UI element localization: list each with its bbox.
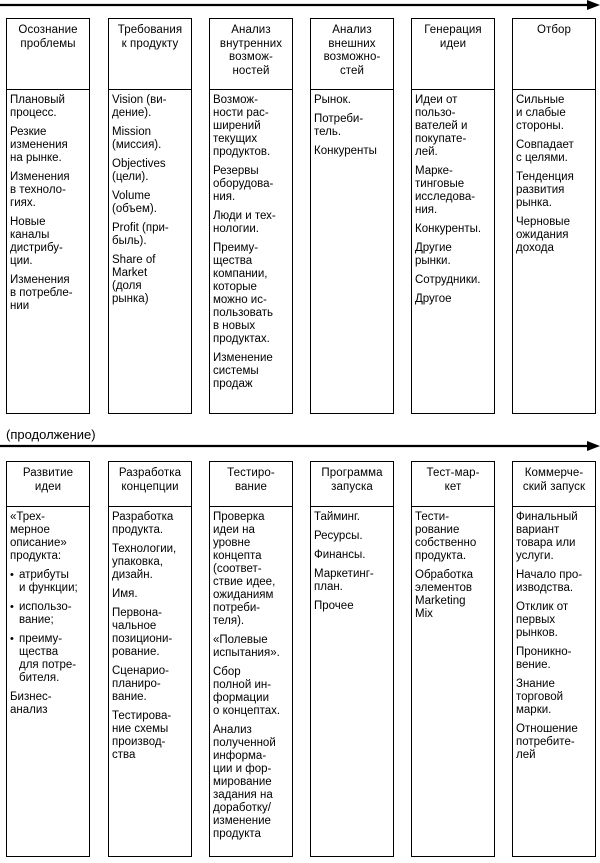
stage-item: Другие рынки.	[415, 242, 452, 267]
stage-item: Совпадает с целями.	[516, 139, 574, 164]
stage-item: Идеи от пользо- вателей и покупате- лей.	[415, 94, 468, 158]
stage-item: Отношение потребите- лей	[516, 723, 578, 761]
stage-item: Изменение системы продаж	[213, 352, 273, 390]
stage-bullet-item: • атрибуты и функции;	[10, 569, 86, 595]
stage-item: Финансы.	[314, 549, 366, 561]
stage-item: Начало про- изводства.	[516, 569, 583, 594]
stage-column	[411, 18, 495, 414]
stage-item: Другое	[415, 293, 452, 305]
stage-title: Коммерче- ский запуск	[513, 462, 595, 507]
stage-item: Конкуренты	[314, 145, 377, 157]
stage-item: Разработка продукта.	[112, 511, 174, 536]
stage-items	[109, 90, 191, 306]
stage-bullet-item: • использо- вание;	[10, 601, 86, 627]
stage-item: Марке- тинговые исследова- ния.	[415, 165, 476, 216]
stage-item: Люди и тех- нологии.	[213, 210, 276, 235]
stage-item: Маркетинг- план.	[314, 568, 374, 593]
stage-item: Profit (при- быль).	[112, 222, 169, 247]
stage-items	[109, 507, 191, 762]
stage-title: Требования к продукту	[109, 19, 191, 90]
stage-item: Отклик от первых рынков.	[516, 601, 569, 639]
stage-title: Генерация идеи	[412, 19, 494, 90]
stage-item: Бизнес- анализ	[10, 691, 52, 716]
stage-item: Objectives (цели).	[112, 158, 166, 183]
stage-column	[209, 461, 293, 857]
stage-item: Резкие изменения на рынке.	[10, 126, 68, 164]
stage-item: Проверка идеи на уровне концепта (соответ- ствие идее, ожиданиям потреби- теля).	[213, 511, 276, 627]
stage-title: Тест-мар- кет	[412, 462, 494, 507]
stage-item: «Полевые испытания».	[213, 634, 280, 659]
stage-title: Анализ внешних возможно- стей	[311, 19, 393, 90]
stage-column	[108, 18, 192, 414]
stage-column	[6, 461, 90, 857]
stage-title: Развитие идеи	[7, 462, 89, 507]
stage-title: Тестиро- вание	[210, 462, 292, 507]
stage-item: Конкуренты.	[415, 223, 482, 235]
process-arrow-middle	[0, 441, 600, 451]
stage-column	[512, 461, 596, 857]
stage-column	[6, 18, 90, 414]
stage-item: Сценарио- планиро- вание.	[112, 665, 169, 703]
stage-items	[412, 90, 494, 306]
stage-column	[310, 18, 394, 414]
stage-item: Плановый процесс.	[10, 94, 65, 119]
stage-column	[512, 18, 596, 414]
stage-items	[513, 90, 595, 255]
stage-item: Черновые ожидания дохода	[516, 216, 570, 254]
stage-item: Возмож- ности рас- ширений текущих продуктов.	[213, 94, 271, 158]
stage-column	[108, 461, 192, 857]
stage-item: Share of Market (доля рынка)	[112, 254, 156, 305]
stage-item: Имя.	[112, 588, 138, 600]
stage-items	[311, 507, 393, 613]
stage-items	[7, 507, 89, 717]
stage-item: Volume (объем).	[112, 190, 157, 215]
stage-item: Сотрудники.	[415, 274, 481, 286]
stage-item: Изменения в потребле- нии	[10, 274, 73, 312]
stage-items	[412, 507, 494, 621]
stage-items	[7, 90, 89, 313]
stage-item: Резервы оборудова- ния.	[213, 165, 274, 203]
process-arrow-top	[0, 0, 600, 10]
stage-column	[310, 461, 394, 857]
stage-item: Тайминг.	[314, 511, 360, 523]
stage-title: Анализ внутренних возмож- ностей	[210, 19, 292, 90]
stage-item: Прочее	[314, 600, 354, 612]
stage-item: Преиму- щества компании, которые можно ис- пользовать в новых продуктах.	[213, 242, 273, 345]
stage-item: Первона- чальное позициони- рование.	[112, 607, 173, 658]
continued-label: (продолжение)	[6, 427, 96, 442]
stage-title: Программа запуска	[311, 462, 393, 507]
stage-items	[210, 507, 292, 841]
stage-item: Vision (ви- дение).	[112, 94, 167, 119]
stage-item: Проникно- вение.	[516, 646, 572, 671]
stage-title: Осознание проблемы	[7, 19, 89, 90]
stage-item: Обработка элементов Marketing Mix	[415, 569, 473, 620]
stage-item: Рынок.	[314, 94, 351, 106]
stage-item: Mission (миссия).	[112, 126, 162, 151]
stage-title: Разработка концепции	[109, 462, 191, 507]
stage-item: Тести- рование собственно продукта.	[415, 511, 477, 562]
stage-item: Тенденция развития рынка.	[516, 171, 574, 209]
stage-item: Знание торговой марки.	[516, 678, 564, 716]
stage-item: Анализ полученной информа- ции и фор- мирование задания на доработку/ изменение продукта	[213, 724, 276, 840]
stage-column	[411, 461, 495, 857]
stage-item: Финальный вариант товара или услуги.	[516, 511, 578, 562]
stage-item: Тестирова- ние схемы производ- ства	[112, 710, 172, 761]
stage-bullet-item: • преиму- щества для потре- бителя.	[10, 633, 86, 685]
stage-item: «Трех- мерное описание» продукта:	[10, 511, 67, 562]
stage-items	[311, 90, 393, 158]
stage-title: Отбор	[513, 19, 595, 90]
stage-item: Изменения в техноло- гиях.	[10, 171, 70, 209]
stage-item: Сбор полной ин- формации о концептах.	[213, 666, 281, 717]
stage-item: Потреби- тель.	[314, 113, 364, 138]
stage-item: Ресурсы.	[314, 530, 363, 542]
stage-items	[210, 90, 292, 391]
stage-items	[513, 507, 595, 762]
stage-column	[209, 18, 293, 414]
stage-item: Технологии, упаковка, дизайн.	[112, 543, 177, 581]
stage-item: Сильные и слабые стороны.	[516, 94, 566, 132]
stage-item: Новые каналы дистрибу- ции.	[10, 216, 63, 267]
